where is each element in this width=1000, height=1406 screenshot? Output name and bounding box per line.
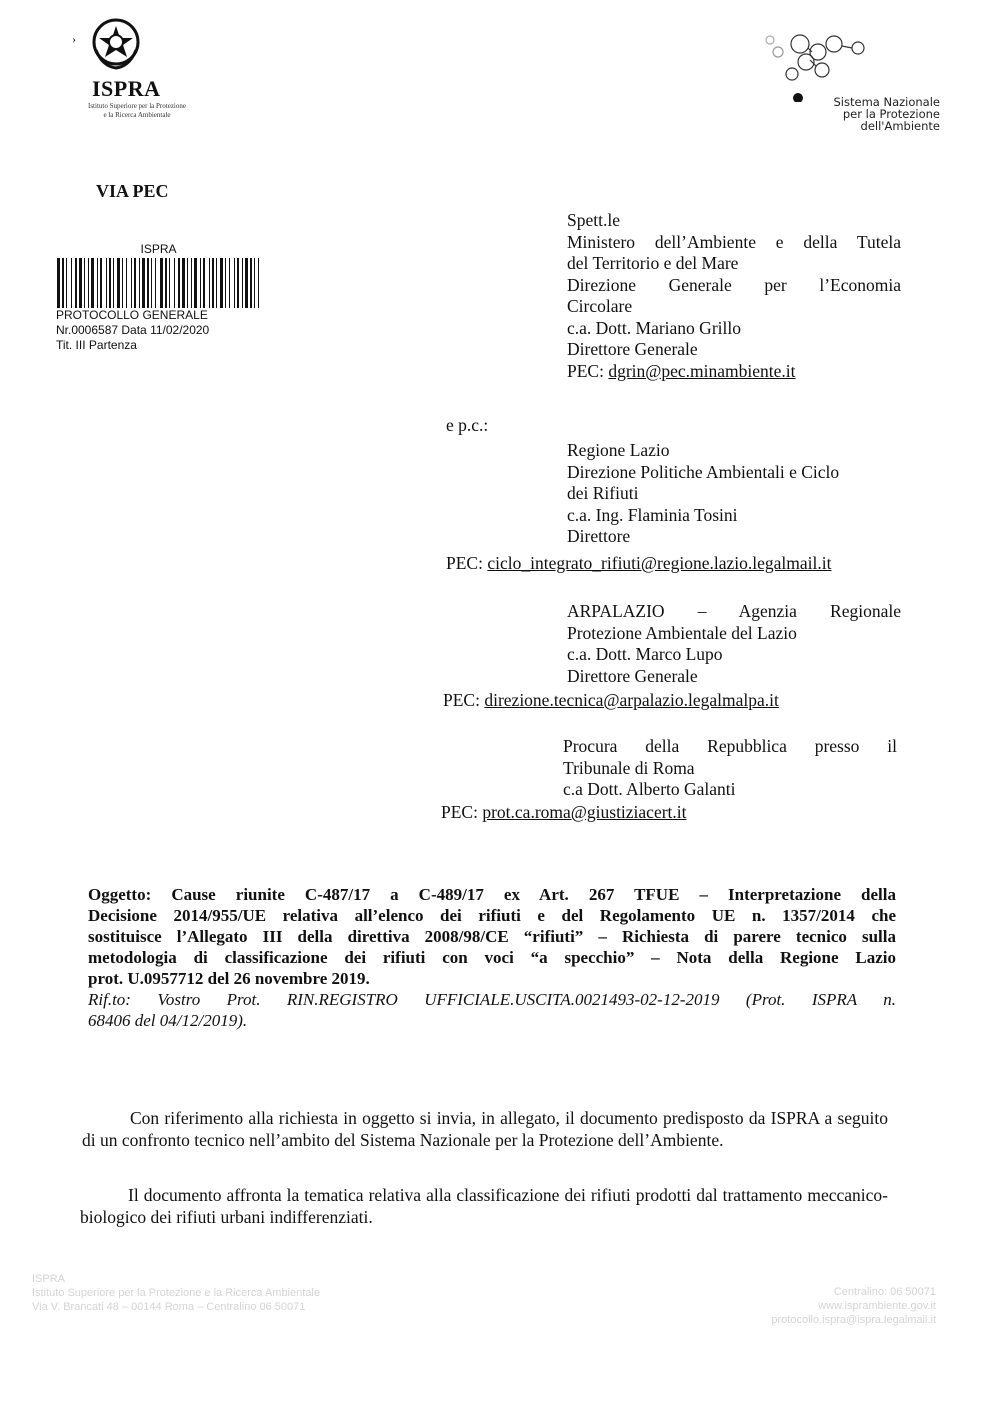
footer-left bbox=[32, 1272, 592, 1314]
footer-org: ISPRA bbox=[32, 1273, 66, 1285]
recipient-regione-lazio bbox=[567, 440, 901, 548]
barcode-bar bbox=[200, 258, 201, 308]
ispra-emblem bbox=[88, 14, 144, 74]
barcode-bar bbox=[209, 258, 210, 308]
barcode-bar bbox=[117, 258, 120, 308]
stamp-protocol-number: Nr.0006587 Data 11/02/2020 bbox=[56, 323, 210, 337]
snpa-line-3: dell'Ambiente bbox=[860, 119, 940, 133]
recipient-pec bbox=[443, 690, 779, 712]
recipient-line: Spett.le bbox=[567, 210, 620, 230]
pec-label: PEC: bbox=[567, 360, 604, 381]
ispra-logo-subtitle bbox=[82, 102, 192, 120]
barcode-bar bbox=[216, 258, 217, 308]
barcode-bar bbox=[113, 258, 114, 308]
footer-address: Via V. Brancati 48 – 00144 Roma – Centralino 06 50071 bbox=[32, 1301, 306, 1313]
recipient-line: c.a. Dott. Mariano Grillo bbox=[567, 317, 741, 338]
reference-line: Rif.to: Vostro Prot. RIN.REGISTRO UFFICIALE.USCITA.0021493-02-12-2019 (Prot. ISPRA n. bbox=[88, 990, 896, 1009]
barcode-bar bbox=[229, 258, 230, 308]
barcode-bar bbox=[234, 258, 235, 308]
republic-emblem-icon bbox=[88, 14, 144, 74]
pec-label: PEC: bbox=[446, 553, 483, 573]
subject-line: Decisione 2014/955/UE relativa all’elenco dei rifiuti e del Regolamento UE n. 1357/2014 che bbox=[88, 906, 896, 925]
pec-address-link[interactable]: dgrin@pec.minambiente.it bbox=[608, 360, 796, 381]
ispra-subtitle-line-2: e la Ricerca Ambientale bbox=[103, 111, 171, 119]
footer-phone: Centralino: 06 50071 bbox=[833, 1286, 936, 1298]
recipient-line: Tribunale di Roma bbox=[563, 757, 695, 778]
recipient-arpalazio bbox=[567, 601, 901, 687]
subject-line bbox=[88, 884, 896, 905]
barcode-bar bbox=[155, 258, 156, 308]
barcode-bar bbox=[254, 258, 255, 308]
recipient-line: c.a. Dott. Marco Lupo bbox=[567, 644, 723, 664]
barcode-bar bbox=[165, 258, 167, 308]
recipient-line: Direttore Generale bbox=[567, 665, 698, 686]
recipient-procura bbox=[563, 736, 897, 801]
stamp-classification: Tit. III Partenza bbox=[56, 338, 137, 352]
recipient-line: del Territorio e del Mare bbox=[567, 253, 739, 273]
footer-org-full: Istituto Superiore per la Protezione e la Ricerca Ambientale bbox=[32, 1287, 320, 1299]
body-paragraph-2: Il documento affronta la tematica relativa alla classificazione dei rifiuti prodotti dal trattamento meccanico-biologico dei rifiuti urbani indifferenziati. bbox=[80, 1185, 888, 1227]
barcode-bar bbox=[122, 258, 123, 308]
barcode-bar bbox=[203, 258, 205, 308]
snpa-logo-text bbox=[760, 96, 940, 132]
barcode-bar bbox=[151, 258, 152, 308]
footer-website: www.isprambiente.gov.it bbox=[818, 1300, 936, 1312]
barcode-icon bbox=[56, 258, 261, 308]
pec-address-link[interactable]: direzione.tecnica@arpalazio.legalmalpa.it bbox=[484, 690, 779, 710]
recipient-ministry bbox=[567, 210, 901, 382]
barcode-bar bbox=[160, 258, 163, 308]
barcode-bar bbox=[79, 258, 82, 308]
stamp-org: ISPRA bbox=[140, 242, 177, 256]
barcode-bar bbox=[75, 258, 77, 308]
barcode-bar bbox=[131, 258, 132, 308]
recipient-line: Circolare bbox=[567, 296, 633, 316]
recipient-line: Procura della Repubblica presso il bbox=[563, 736, 897, 756]
barcode-bar bbox=[191, 258, 192, 308]
subject-block bbox=[88, 884, 896, 1031]
recipient-line: c.a. Ing. Flaminia Tosini bbox=[567, 504, 738, 525]
recipient-line: Direttore bbox=[567, 526, 631, 546]
barcode-bar bbox=[139, 258, 140, 308]
barcode-bar bbox=[134, 258, 136, 308]
snpa-line-1: Sistema Nazionale bbox=[833, 95, 940, 109]
barcode-bar bbox=[147, 258, 149, 308]
pec-label: PEC: bbox=[441, 802, 478, 822]
barcode-bar bbox=[84, 258, 85, 308]
barcode-bar bbox=[250, 258, 252, 308]
barcode-bar bbox=[237, 258, 239, 308]
recipient-line: Ministero dell’Ambiente e della Tutela bbox=[567, 231, 901, 252]
footer-email: protocollo.ispra@ispra.legalmail.it bbox=[771, 1314, 936, 1326]
barcode-bar bbox=[97, 258, 98, 308]
ispra-logo-name: ISPRA bbox=[92, 76, 161, 101]
barcode-bar bbox=[142, 258, 145, 308]
pec-label: PEC: bbox=[443, 690, 480, 710]
subject-line: metodologia di classificazione dei rifiuti con voci “a specchio” – Nota della Regione Lazio bbox=[88, 948, 896, 967]
recipient-line: dei Rifiuti bbox=[567, 483, 639, 503]
barcode-bar bbox=[62, 258, 64, 308]
subject-label: Oggetto: bbox=[88, 885, 152, 904]
barcode-bar bbox=[109, 258, 111, 308]
barcode-bar bbox=[258, 258, 259, 308]
margin-mark: › bbox=[72, 32, 76, 46]
recipient-line: Regione Lazio bbox=[567, 440, 670, 460]
subject-text: Cause riunite C-487/17 a C-489/17 ex Art. 267 TFUE – Interpretazione della bbox=[171, 885, 897, 904]
ispra-subtitle-line-1: Istituto Superiore per la Protezione bbox=[88, 102, 186, 110]
barcode-bar bbox=[88, 258, 89, 308]
stamp-protocol-title: PROTOCOLLO GENERALE bbox=[56, 308, 208, 322]
barcode-bar bbox=[242, 258, 243, 308]
subject-line: prot. U.0957712 del 26 novembre 2019. bbox=[88, 969, 370, 988]
body-paragraph-1: Con riferimento alla richiesta in oggetto si invia, in allegato, il documento predisposto da ISPRA a seguito di un confronto tecnico nell’ambito del Sistema Nazionale per la Protezione dell’Ambiente. bbox=[82, 1108, 888, 1150]
barcode-bar bbox=[182, 258, 185, 308]
delivery-method: VIA PEC bbox=[96, 181, 169, 201]
recipient-pec bbox=[441, 802, 687, 824]
barcode-bar bbox=[220, 258, 223, 308]
barcode-bar bbox=[245, 258, 248, 308]
barcode-bar bbox=[194, 258, 197, 308]
recipient-pec bbox=[567, 361, 901, 383]
snpa-logo-mark bbox=[748, 22, 878, 102]
snpa-line-2: per la Protezione bbox=[842, 107, 940, 121]
recipient-line: Protezione Ambientale del Lazio bbox=[567, 622, 797, 643]
recipient-pec bbox=[446, 553, 831, 575]
subject-line: sostituisce l’Allegato III della direttiva 2008/98/CE “rifiuti” – Richiesta di parere tecnico sulla bbox=[88, 927, 896, 946]
barcode-bar bbox=[66, 258, 67, 308]
epc-label: e p.c.: bbox=[446, 415, 489, 435]
barcode-bar bbox=[212, 258, 214, 308]
recipient-line: c.a Dott. Alberto Galanti bbox=[563, 779, 736, 799]
barcode-bar bbox=[169, 258, 170, 308]
barcode-bar bbox=[57, 258, 60, 308]
barcode-bar bbox=[71, 258, 72, 308]
protocol-stamp bbox=[56, 242, 276, 353]
barcode-bar bbox=[178, 258, 180, 308]
barcode-bar bbox=[187, 258, 188, 308]
pec-address-link[interactable]: ciclo_integrato_rifiuti@regione.lazio.legalmail.it bbox=[487, 553, 832, 573]
recipient-line: Direttore Generale bbox=[567, 339, 698, 359]
reference-line: 68406 del 04/12/2019). bbox=[88, 1011, 248, 1030]
barcode-bar bbox=[126, 258, 127, 308]
barcode-bar bbox=[91, 258, 94, 308]
recipient-line: Direzione Generale per l’Economia bbox=[567, 274, 901, 295]
barcode-bar bbox=[106, 258, 107, 308]
barcode-bar bbox=[174, 258, 175, 308]
hexagon-network-icon bbox=[748, 22, 878, 102]
recipient-line: Direzione Politiche Ambientali e Ciclo bbox=[567, 461, 840, 482]
pec-address-link[interactable]: prot.ca.roma@giustiziacert.it bbox=[482, 802, 687, 822]
footer-right bbox=[700, 1285, 936, 1327]
recipient-line: ARPALAZIO – Agenzia Regionale bbox=[567, 601, 901, 621]
barcode-bar bbox=[225, 258, 226, 308]
barcode-bar bbox=[100, 258, 102, 308]
